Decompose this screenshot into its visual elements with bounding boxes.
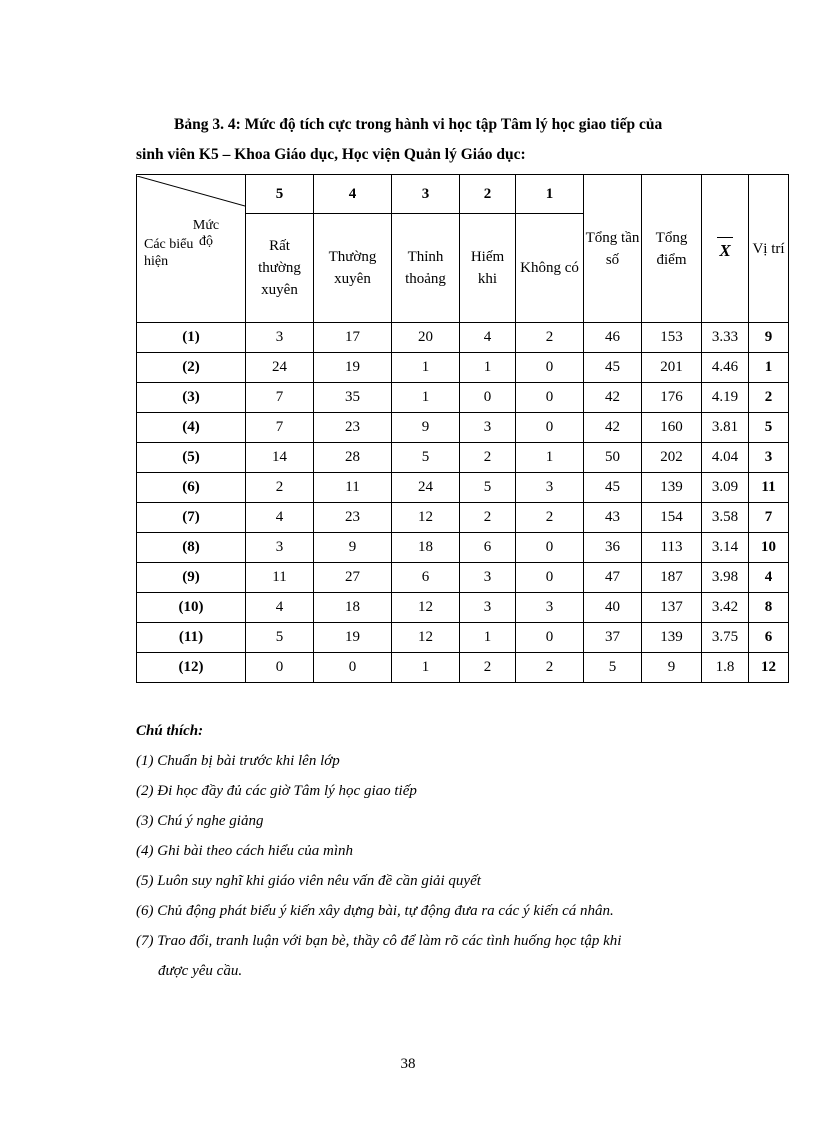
table-row — [137, 443, 789, 473]
cell-mean: 3.81 — [702, 413, 749, 443]
table-row — [137, 353, 789, 383]
note-item-7: (7) Trao đổi, tranh luận với bạn bè, thầy cô để làm rõ các tình huống học tập khi — [136, 933, 622, 949]
cell-id: (10) — [137, 593, 246, 623]
cell-c3: 1 — [392, 353, 460, 383]
cell-mean: 3.14 — [702, 533, 749, 563]
cell-c3: 20 — [392, 323, 460, 353]
cell-freq: 40 — [584, 593, 642, 623]
cell-c3: 9 — [392, 413, 460, 443]
cell-id: (8) — [137, 533, 246, 563]
cell-rank: 7 — [749, 503, 789, 533]
total-score-header: Tổng điểm — [642, 175, 702, 323]
mean-symbol: X — [719, 237, 730, 261]
cell-id: (9) — [137, 563, 246, 593]
table-row — [137, 473, 789, 503]
cell-mean: 3.98 — [702, 563, 749, 593]
cell-rank: 8 — [749, 593, 789, 623]
cell-c5: 4 — [246, 503, 314, 533]
level-label-1: Không có — [516, 214, 584, 323]
cell-rank: 12 — [749, 653, 789, 683]
level-number-2: 2 — [460, 175, 516, 214]
cell-mean: 3.09 — [702, 473, 749, 503]
cell-mean: 4.19 — [702, 383, 749, 413]
cell-c5: 7 — [246, 413, 314, 443]
note-item-6: (6) Chủ động phát biểu ý kiến xây dựng bài, tự động đưa ra các ý kiến cá nhân. — [136, 903, 614, 919]
cell-score: 154 — [642, 503, 702, 533]
cell-rank: 6 — [749, 623, 789, 653]
cell-c5: 14 — [246, 443, 314, 473]
cell-c1: 0 — [516, 563, 584, 593]
cell-c1: 0 — [516, 353, 584, 383]
corner-behaviour-label: Các biểu hiện — [144, 236, 194, 269]
table-row — [137, 383, 789, 413]
cell-freq: 42 — [584, 383, 642, 413]
cell-score: 153 — [642, 323, 702, 353]
total-frequency-header: Tổng tần số — [584, 175, 642, 323]
cell-c5: 5 — [246, 623, 314, 653]
cell-c2: 2 — [460, 503, 516, 533]
note-item-2: (2) Đi học đầy đủ các giờ Tâm lý học giao tiếp — [136, 783, 417, 799]
cell-freq: 47 — [584, 563, 642, 593]
cell-mean: 3.58 — [702, 503, 749, 533]
cell-c3: 6 — [392, 563, 460, 593]
cell-c4: 11 — [314, 473, 392, 503]
cell-c2: 3 — [460, 593, 516, 623]
note-item-3: (3) Chú ý nghe giảng — [136, 813, 264, 829]
corner-header-cell — [137, 175, 246, 323]
mean-header — [702, 175, 749, 323]
cell-score: 113 — [642, 533, 702, 563]
cell-freq: 36 — [584, 533, 642, 563]
rank-header: Vị trí — [749, 175, 789, 323]
cell-c5: 7 — [246, 383, 314, 413]
note-item-1: (1) Chuẩn bị bài trước khi lên lớp — [136, 753, 340, 769]
level-label-3: Thỉnh thoảng — [392, 214, 460, 323]
cell-c5: 24 — [246, 353, 314, 383]
cell-c4: 17 — [314, 323, 392, 353]
cell-freq: 5 — [584, 653, 642, 683]
cell-freq: 46 — [584, 323, 642, 353]
cell-c5: 4 — [246, 593, 314, 623]
cell-c2: 3 — [460, 563, 516, 593]
cell-c3: 12 — [392, 503, 460, 533]
table-row — [137, 533, 789, 563]
cell-c5: 2 — [246, 473, 314, 503]
cell-id: (3) — [137, 383, 246, 413]
note-item-5: (5) Luôn suy nghĩ khi giáo viên nêu vấn đề cần giải quyết — [136, 873, 481, 889]
note-item-4: (4) Ghi bài theo cách hiểu của mình — [136, 843, 354, 859]
header-row-numbers — [137, 175, 789, 214]
cell-c3: 24 — [392, 473, 460, 503]
cell-score: 201 — [642, 353, 702, 383]
page-number: 38 — [400, 1056, 416, 1072]
cell-c1: 2 — [516, 323, 584, 353]
table-row — [137, 593, 789, 623]
cell-c1: 0 — [516, 383, 584, 413]
cell-c1: 3 — [516, 473, 584, 503]
cell-c3: 5 — [392, 443, 460, 473]
cell-c3: 1 — [392, 383, 460, 413]
cell-mean: 4.04 — [702, 443, 749, 473]
cell-c4: 28 — [314, 443, 392, 473]
cell-id: (11) — [137, 623, 246, 653]
cell-rank: 10 — [749, 533, 789, 563]
table-row — [137, 623, 789, 653]
cell-c3: 12 — [392, 623, 460, 653]
cell-score: 160 — [642, 413, 702, 443]
cell-score: 139 — [642, 473, 702, 503]
note-item-7-continuation: được yêu cầu. — [158, 963, 243, 979]
cell-c5: 0 — [246, 653, 314, 683]
table-row — [137, 503, 789, 533]
cell-score: 139 — [642, 623, 702, 653]
cell-c4: 35 — [314, 383, 392, 413]
cell-c2: 0 — [460, 383, 516, 413]
level-number-3: 3 — [392, 175, 460, 214]
notes-list — [136, 746, 621, 956]
cell-c2: 4 — [460, 323, 516, 353]
corner-level-label: Mức độ — [192, 217, 220, 249]
cell-score: 176 — [642, 383, 702, 413]
cell-c3: 18 — [392, 533, 460, 563]
cell-id: (4) — [137, 413, 246, 443]
cell-c4: 27 — [314, 563, 392, 593]
cell-c1: 2 — [516, 653, 584, 683]
cell-mean: 4.46 — [702, 353, 749, 383]
cell-freq: 42 — [584, 413, 642, 443]
cell-score: 9 — [642, 653, 702, 683]
table-body — [137, 323, 789, 683]
cell-c1: 3 — [516, 593, 584, 623]
cell-c2: 1 — [460, 353, 516, 383]
caption-line-2: sinh viên K5 – Khoa Giáo dục, Học viện Quản lý Giáo dục: — [136, 146, 526, 163]
level-number-1: 1 — [516, 175, 584, 214]
cell-id: (7) — [137, 503, 246, 533]
cell-id: (2) — [137, 353, 246, 383]
cell-rank: 11 — [749, 473, 789, 503]
notes-section — [136, 716, 621, 986]
cell-c4: 23 — [314, 503, 392, 533]
cell-c1: 1 — [516, 443, 584, 473]
cell-score: 202 — [642, 443, 702, 473]
cell-c5: 11 — [246, 563, 314, 593]
cell-c3: 12 — [392, 593, 460, 623]
cell-rank: 4 — [749, 563, 789, 593]
level-number-4: 4 — [314, 175, 392, 214]
cell-c4: 9 — [314, 533, 392, 563]
cell-rank: 1 — [749, 353, 789, 383]
cell-c2: 6 — [460, 533, 516, 563]
cell-c4: 23 — [314, 413, 392, 443]
cell-id: (5) — [137, 443, 246, 473]
cell-c2: 1 — [460, 623, 516, 653]
cell-c1: 0 — [516, 413, 584, 443]
cell-c1: 2 — [516, 503, 584, 533]
cell-mean: 3.33 — [702, 323, 749, 353]
table-row — [137, 563, 789, 593]
cell-id: (1) — [137, 323, 246, 353]
cell-c4: 19 — [314, 623, 392, 653]
cell-mean: 3.75 — [702, 623, 749, 653]
cell-freq: 43 — [584, 503, 642, 533]
level-label-5: Rất thường xuyên — [246, 214, 314, 323]
cell-rank: 9 — [749, 323, 789, 353]
cell-score: 187 — [642, 563, 702, 593]
cell-c1: 0 — [516, 623, 584, 653]
results-table — [136, 174, 789, 683]
table-row — [137, 413, 789, 443]
cell-freq: 37 — [584, 623, 642, 653]
cell-c2: 3 — [460, 413, 516, 443]
cell-c4: 19 — [314, 353, 392, 383]
cell-id: (12) — [137, 653, 246, 683]
cell-c1: 0 — [516, 533, 584, 563]
cell-mean: 3.42 — [702, 593, 749, 623]
caption-line-1: Bảng 3. 4: Mức độ tích cực trong hành vi học tập Tâm lý học giao tiếp của — [174, 116, 663, 133]
level-number-5: 5 — [246, 175, 314, 214]
cell-c2: 5 — [460, 473, 516, 503]
cell-mean: 1.8 — [702, 653, 749, 683]
cell-c2: 2 — [460, 443, 516, 473]
table-row — [137, 653, 789, 683]
cell-freq: 50 — [584, 443, 642, 473]
level-label-4: Thường xuyên — [314, 214, 392, 323]
cell-rank: 5 — [749, 413, 789, 443]
cell-c5: 3 — [246, 323, 314, 353]
cell-freq: 45 — [584, 473, 642, 503]
cell-c3: 1 — [392, 653, 460, 683]
cell-id: (6) — [137, 473, 246, 503]
level-label-2: Hiếm khi — [460, 214, 516, 323]
cell-c4: 18 — [314, 593, 392, 623]
cell-c2: 2 — [460, 653, 516, 683]
cell-rank: 3 — [749, 443, 789, 473]
table-row — [137, 323, 789, 353]
notes-title: Chú thích: — [136, 723, 204, 739]
cell-c5: 3 — [246, 533, 314, 563]
cell-c4: 0 — [314, 653, 392, 683]
cell-score: 137 — [642, 593, 702, 623]
cell-freq: 45 — [584, 353, 642, 383]
cell-rank: 2 — [749, 383, 789, 413]
